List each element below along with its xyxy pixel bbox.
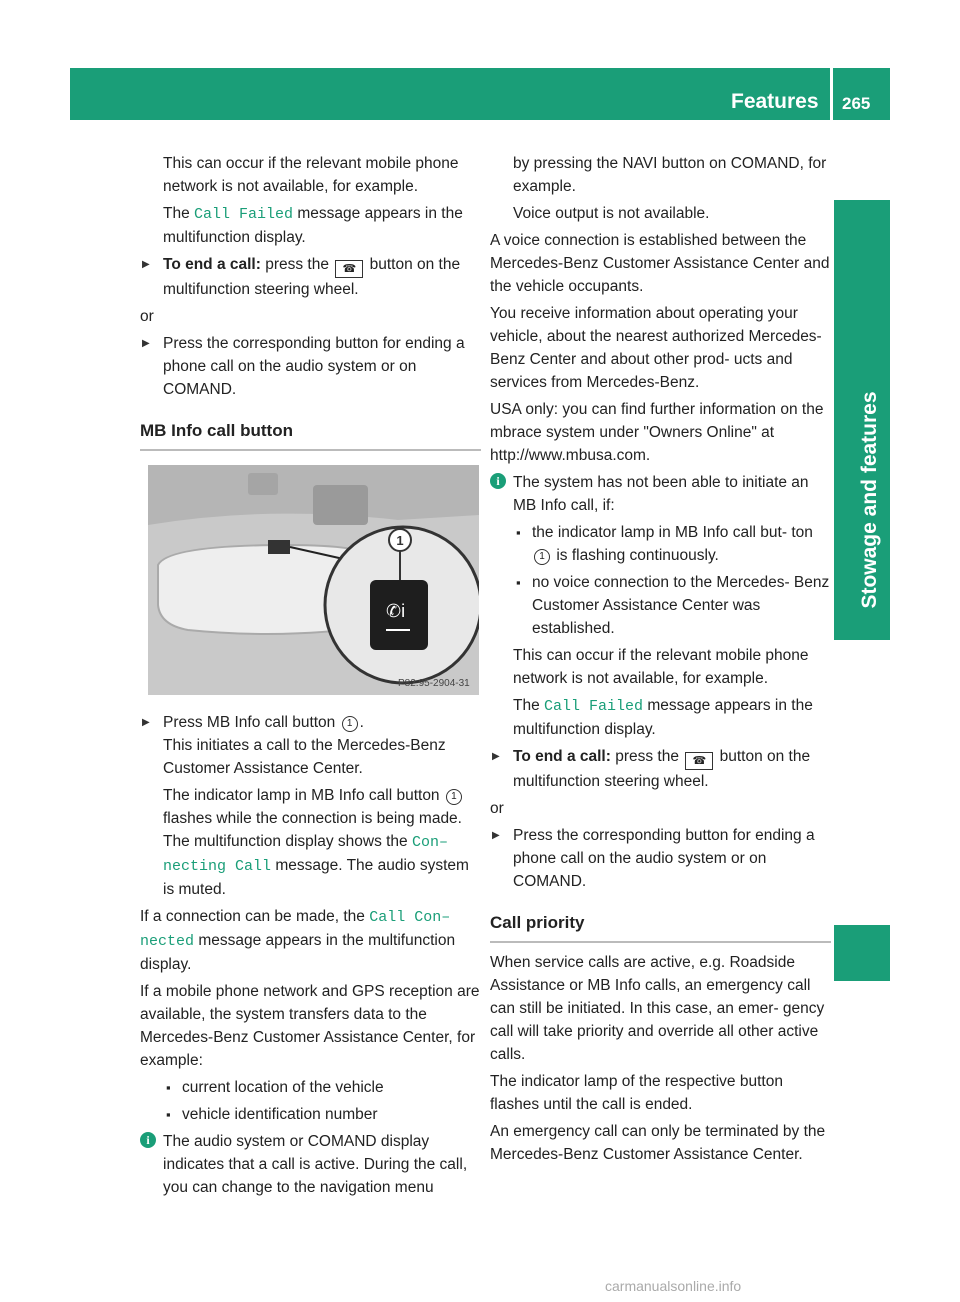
paragraph: An emergency call can only be terminated by the Mercedes-Benz Customer Assistance Center. [490, 1123, 826, 1163]
callout-1-icon: 1 [342, 716, 358, 732]
paragraph: The Call Failed message appears in the multifunction display. [513, 697, 813, 738]
list-item: ▪ vehicle identification number [140, 1103, 481, 1126]
step: ▶ To end a call: press the ☎ button on the multifunction steering wheel. [140, 253, 481, 301]
list-item: ▪ current location of the vehicle [140, 1076, 481, 1099]
or-text: or [140, 308, 154, 325]
step: ▶ To end a call: press the ☎ button on the multifunction steering wheel. [490, 745, 831, 793]
header-divider [830, 68, 833, 120]
paragraph: You receive information about operating your vehicle, about the nearest authorized Mercedes-Benz Center and about other prod- ucts and services from Mercedes-Benz. [490, 305, 822, 391]
display-message: Call Failed [194, 206, 294, 223]
page-number: 265 [842, 94, 871, 113]
section-heading: Call priority [490, 911, 831, 943]
hang-up-icon: ☎ [685, 752, 713, 770]
svg-text:✆i: ✆i [386, 601, 406, 621]
figure-code: P82.95-2904-31 [398, 678, 470, 689]
paragraph: The Call Failed message appears in the multifunction display. [163, 205, 463, 246]
paragraph: A voice connection is established between the Mercedes-Benz Customer Assistance Center and the vehicle occupants. [490, 232, 830, 295]
right-column [490, 152, 831, 1170]
header-title: Features [731, 90, 819, 113]
figure-mb-info-button [148, 465, 479, 695]
list-item: ▪ the indicator lamp in MB Info call but- ton 1 is flashing continuously. [490, 521, 831, 567]
step: ▶ Press MB Info call button 1 . This initiates a call to the Mercedes-Benz Customer Assistance Center. [140, 711, 481, 780]
info-icon: i [140, 1132, 156, 1148]
paragraph: This can occur if the relevant mobile phone network is not available, for example. [163, 155, 459, 195]
paragraph: The indicator lamp of the respective button flashes until the call is ended. [490, 1073, 783, 1113]
paragraph: Voice output is not available. [513, 205, 710, 222]
hang-up-icon: ☎ [335, 260, 363, 278]
paragraph: If a mobile phone network and GPS reception are available, the system transfers data to the Mercedes-Benz Customer Assistance Center, for example: [140, 983, 480, 1069]
section-heading: MB Info call button [140, 419, 481, 451]
info-note: i The audio system or COMAND display indicates that a call is active. During the call, you can change to the navigation menu [140, 1130, 481, 1199]
paragraph: by pressing the NAVI button on COMAND, for example. [513, 155, 827, 195]
figure-illustration [148, 465, 479, 695]
info-icon: i [490, 473, 506, 489]
callout-1-icon: 1 [534, 549, 550, 565]
paragraph: The indicator lamp in MB Info call button 1 flashes while the connection is being made. The multifunction display shows the Con– necting Call message. The audio system is muted. [163, 787, 469, 898]
watermark: carmanualsonline.info [605, 1278, 742, 1294]
callout-1-icon: 1 [446, 789, 462, 805]
info-note: i The system has not been able to initiate an MB Info call, if: [490, 471, 831, 517]
list-item: ▪ no voice connection to the Mercedes- Benz Customer Assistance Center was established. [490, 571, 831, 640]
paragraph: USA only: you can find further information on the mbrace system under "Owners Online" at http://www.mbusa.com. [490, 401, 824, 464]
display-message: Call Failed [544, 698, 644, 715]
paragraph: When service calls are active, e.g. Roadside Assistance or MB Info calls, an emergency call can still be initiated. In this case, an emer- gency call will take priority and override all other active calls. [490, 954, 825, 1063]
display-message: Con– necting Call [163, 834, 449, 875]
left-column [140, 152, 481, 1203]
paragraph: If a connection can be made, the Call Con– nected message appears in the multifunction display. [140, 908, 456, 973]
or-text: or [490, 800, 504, 817]
display-message: Call Con– nected [140, 909, 451, 950]
paragraph: This can occur if the relevant mobile phone network is not available, for example. [513, 647, 809, 687]
side-marker [834, 925, 890, 981]
side-tab-label: Stowage and features [858, 391, 881, 609]
step: ▶ Press the corresponding button for ending a phone call on the audio system or on COMAND. [490, 824, 831, 893]
figure-callout: 1 [396, 533, 404, 548]
step: ▶ Press the corresponding button for ending a phone call on the audio system or on COMAND. [140, 332, 481, 401]
